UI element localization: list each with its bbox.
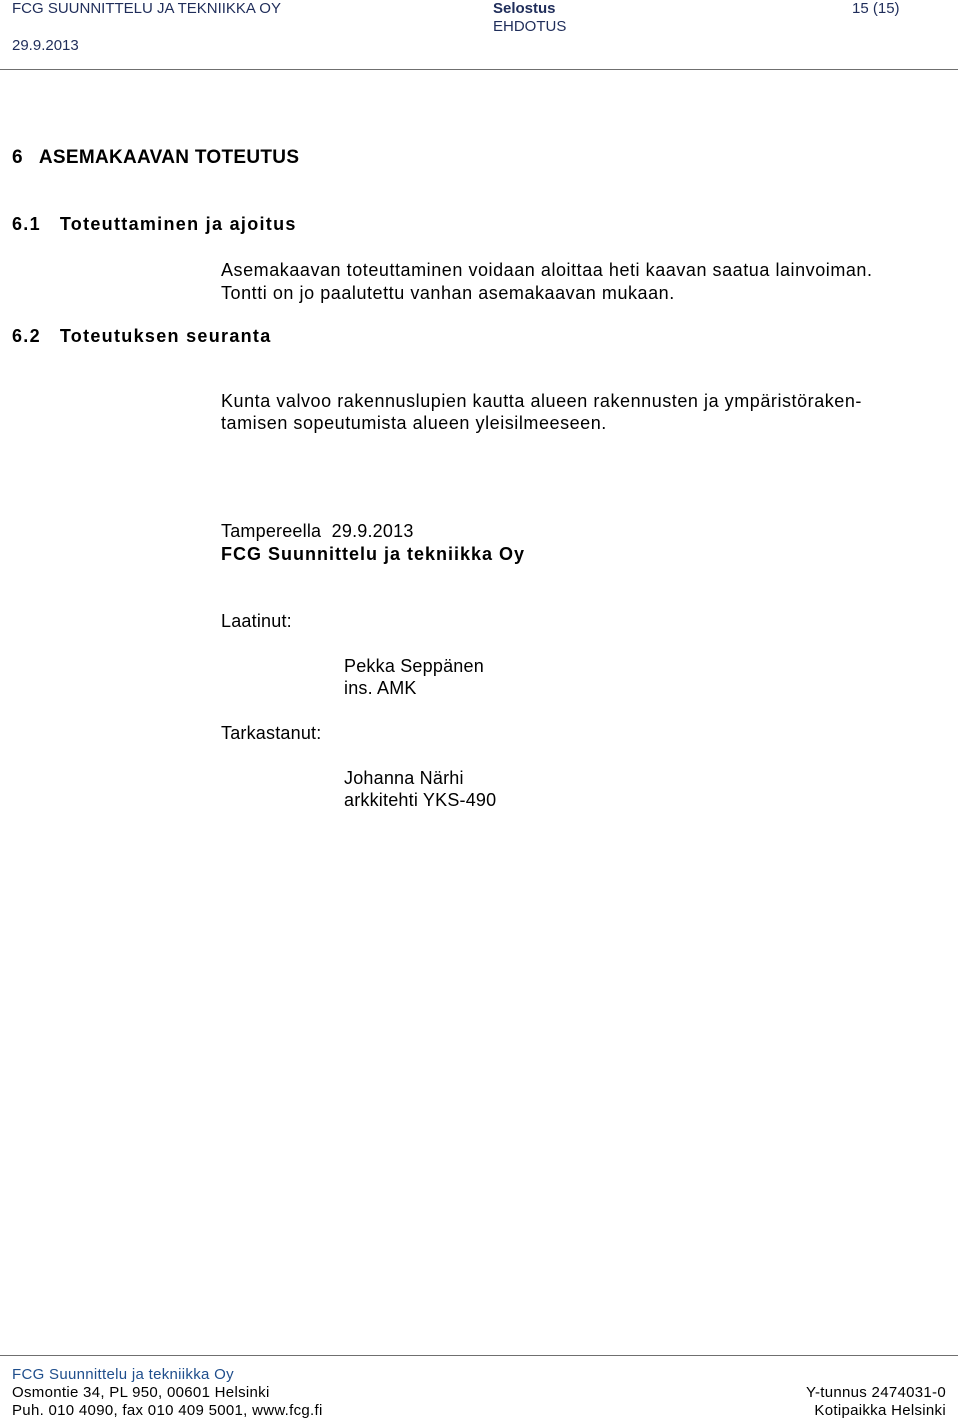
signature-company: FCG Suunnittelu ja tekniikka Oy: [221, 544, 526, 564]
place-and-date: Tampereella 29.9.2013: [221, 521, 414, 541]
header-page-number: 15 (15): [852, 0, 900, 17]
section-6-1-heading: 6.1 Toteuttaminen ja ajoitus: [12, 214, 297, 234]
section-6-1-line-1: Asemakaavan toteuttaminen voidaan aloittaa heti kaavan saatua lainvoiman.: [221, 260, 873, 280]
section-6-heading: 6 ASEMAKAAVAN TOTEUTUS: [12, 147, 300, 168]
checked-by-label: Tarkastanut:: [221, 723, 322, 743]
prepared-by-name: Pekka Seppänen: [344, 656, 484, 676]
footer-contact: Puh. 010 4090, fax 010 409 5001, www.fcg.fi: [12, 1402, 323, 1419]
header-company: FCG SUUNNITTELU JA TEKNIIKKA OY: [12, 0, 281, 17]
section-6-1-line-2: Tontti on jo paalutettu vanhan asemakaavan mukaan.: [221, 283, 675, 303]
checked-by-title: arkkitehti YKS-490: [344, 790, 497, 810]
section-6-2-line-1: Kunta valvoo rakennuslupien kautta alueen rakennusten ja ympäristöraken-: [221, 391, 862, 411]
section-6-2-line-2: tamisen sopeutumista alueen yleisilmeeseen.: [221, 413, 607, 433]
prepared-by-label: Laatinut:: [221, 611, 292, 631]
section-6-2-heading: 6.2 Toteutuksen seuranta: [12, 326, 272, 346]
footer-rule: [0, 1355, 958, 1356]
checked-by-name: Johanna Närhi: [344, 768, 464, 788]
footer-company: FCG Suunnittelu ja tekniikka Oy: [12, 1366, 234, 1383]
header-rule: [0, 69, 958, 70]
header-doc-type: Selostus: [493, 0, 556, 17]
prepared-by-title: ins. AMK: [344, 678, 417, 698]
header-date: 29.9.2013: [12, 37, 79, 54]
footer-domicile: Kotipaikka Helsinki: [814, 1402, 946, 1419]
header-status: EHDOTUS: [493, 18, 567, 35]
footer-business-id: Y-tunnus 2474031-0: [806, 1384, 946, 1401]
footer-address: Osmontie 34, PL 950, 00601 Helsinki: [12, 1384, 270, 1401]
